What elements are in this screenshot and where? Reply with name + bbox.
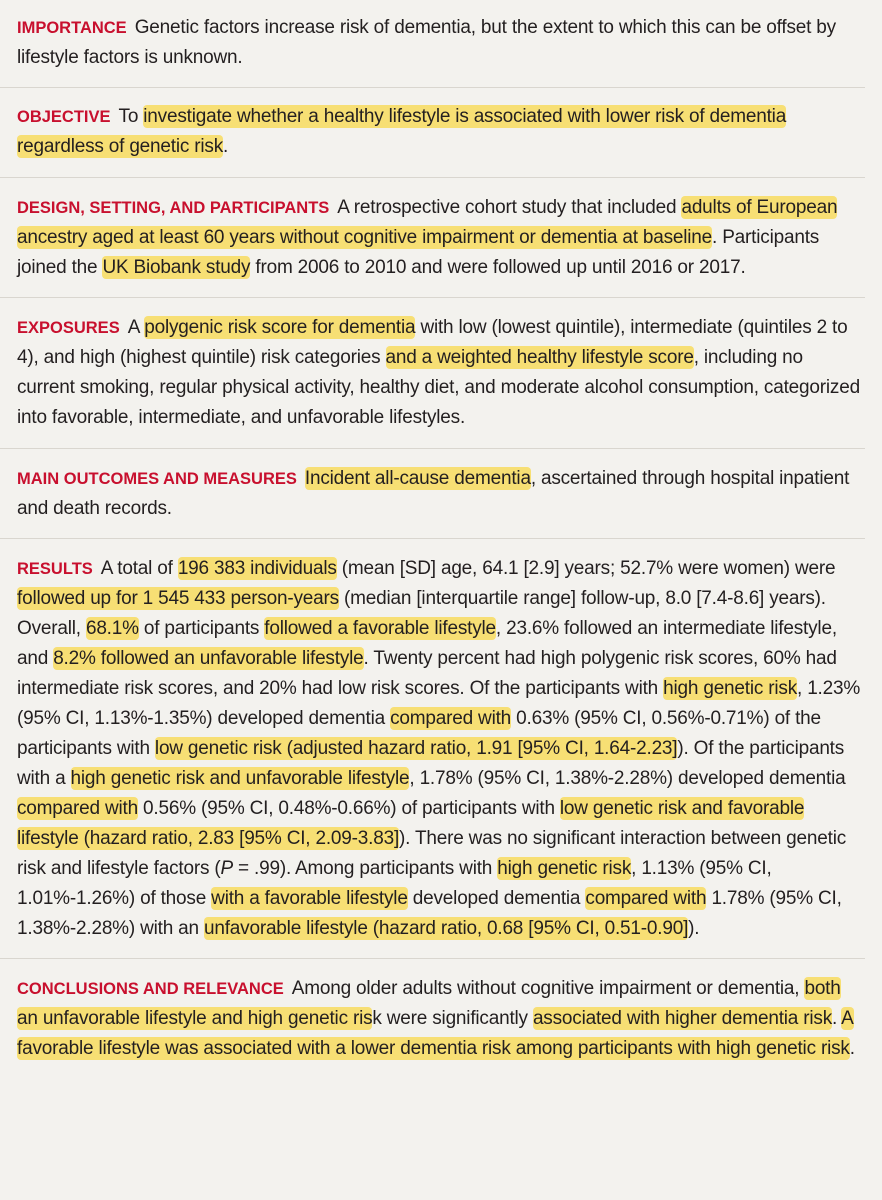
exposures-text: with low (lowest quintile), intermediate (quintiles 2 to 4), and high (highest quintile) risk categories bbox=[17, 317, 848, 368]
design-text: from 2006 to 2010 and were followed up until 2016 or 2017. bbox=[250, 257, 746, 278]
results-text: ). bbox=[688, 918, 700, 939]
exposures-text: , including no current smoking, regular physical activity, healthy diet, and moderate alcohol consumption, categorized into favorable, intermediate, and unfavorable lifestyles. bbox=[17, 347, 860, 428]
conclusions-text: . bbox=[849, 1038, 855, 1059]
results-text: (mean [SD] age, 64.1 [2.9] years; 52.7% were women) were bbox=[336, 558, 836, 579]
objective-text: To bbox=[118, 106, 144, 127]
objective-heading: OBJECTIVE bbox=[17, 108, 111, 126]
highlight: adults of European ancestry aged at least 60 years without cognitive impairment or dementia at baseline bbox=[17, 197, 838, 248]
highlight: compared with bbox=[390, 708, 512, 729]
highlight: investigate whether a healthy lifestyle is associated with lower risk of dementia regardless of genetic risk bbox=[17, 106, 787, 157]
conclusions-text: Among older adults without cognitive impairment or dementia, bbox=[291, 978, 805, 999]
importance-section bbox=[17, 0, 862, 87]
highlight: high genetic risk bbox=[497, 858, 632, 879]
highlight: 196 383 individuals bbox=[177, 558, 337, 579]
highlight: A favorable lifestyle was associated with a lower dementia risk among participants with high genetic risk bbox=[17, 1008, 854, 1059]
results-text: 1.78% (95% CI, 1.38%-2.28%) with an bbox=[17, 888, 842, 939]
highlight: polygenic risk score for dementia bbox=[144, 317, 416, 338]
results-text: , 23.6% followed an intermediate lifestyle, and bbox=[17, 618, 837, 669]
results-text: (median [interquartile range] follow-up, 8.0 [7.4-8.6] years). Overall, bbox=[17, 588, 826, 639]
results-text: developed dementia bbox=[407, 888, 586, 909]
highlight: high genetic risk bbox=[663, 678, 798, 699]
design-text: A retrospective cohort study that included bbox=[337, 197, 682, 218]
highlight: and a weighted healthy lifestyle score bbox=[385, 347, 694, 368]
results-text: = .99). Among participants with bbox=[232, 858, 498, 879]
highlight: with a favorable lifestyle bbox=[211, 888, 408, 909]
design-text: . Participants joined the bbox=[17, 227, 820, 278]
highlight: both an unfavorable lifestyle and high genetic ris bbox=[17, 978, 841, 1029]
results-text: ). There was no significant interaction between genetic risk and lifestyle factors ( bbox=[17, 828, 847, 879]
highlight: followed a favorable lifestyle bbox=[264, 618, 496, 639]
exposures-heading: EXPOSURES bbox=[17, 319, 120, 337]
highlight: unfavorable lifestyle (hazard ratio, 0.68 [95% CI, 0.51-0.90] bbox=[203, 918, 689, 939]
results-text: 0.63% (95% CI, 0.56%-0.71%) of the participants with bbox=[17, 708, 821, 759]
highlight: associated with higher dementia risk bbox=[532, 1008, 833, 1029]
highlight: high genetic risk and unfavorable lifestyle bbox=[70, 768, 410, 789]
results-text: 0.56% (95% CI, 0.48%-0.66%) of participants with bbox=[137, 798, 560, 819]
p-value-symbol: P bbox=[220, 858, 233, 879]
highlight: compared with bbox=[585, 888, 707, 909]
highlight: compared with bbox=[17, 798, 138, 819]
highlight: Incident all-cause dementia bbox=[304, 468, 531, 489]
results-text: , 1.13% (95% CI, 1.01%-1.26%) of those bbox=[17, 858, 772, 909]
design-heading: DESIGN, SETTING, AND PARTICIPANTS bbox=[17, 199, 330, 217]
objective-text: . bbox=[223, 136, 229, 157]
main-outcomes-heading: MAIN OUTCOMES AND MEASURES bbox=[17, 470, 297, 488]
results-text: of participants bbox=[138, 618, 265, 639]
highlight: followed up for 1 545 433 person-years bbox=[17, 588, 339, 609]
conclusions-heading: CONCLUSIONS AND RELEVANCE bbox=[17, 980, 284, 998]
exposures-text: A bbox=[127, 317, 145, 338]
results-text: ). Of the participants with a bbox=[17, 738, 845, 789]
highlight: UK Biobank study bbox=[102, 257, 251, 278]
conclusions-text: k were significantly bbox=[372, 1008, 533, 1029]
highlight: low genetic risk (adjusted hazard ratio, 1.91 [95% CI, 1.64-2.23] bbox=[154, 738, 678, 759]
design-section bbox=[17, 178, 862, 297]
results-heading: RESULTS bbox=[17, 560, 93, 578]
highlight: 8.2% followed an unfavorable lifestyle bbox=[53, 648, 364, 669]
importance-heading: IMPORTANCE bbox=[17, 19, 127, 37]
results-text: . Twenty percent had high polygenic risk scores, 60% had intermediate risk scores, and 20% had low risk scores. Of the participants with bbox=[17, 648, 837, 699]
importance-text: Genetic factors increase risk of dementia, but the extent to which this can be offset by lifestyle factors is unknown. bbox=[17, 17, 836, 68]
main-outcomes-section bbox=[17, 449, 862, 538]
conclusions-section bbox=[17, 959, 862, 1074]
exposures-section bbox=[17, 298, 862, 448]
results-text: , 1.78% (95% CI, 1.38%-2.28%) developed dementia bbox=[409, 768, 846, 789]
highlight: low genetic risk and favorable lifestyle (hazard ratio, 2.83 [95% CI, 2.09-3.83] bbox=[17, 798, 805, 849]
objective-section bbox=[17, 88, 862, 177]
results-text: A total of bbox=[100, 558, 178, 579]
results-section bbox=[17, 539, 862, 958]
highlight: 68.1% bbox=[85, 618, 139, 639]
results-text: , 1.23% (95% CI, 1.13%-1.35%) developed dementia bbox=[17, 678, 861, 729]
conclusions-text: . bbox=[832, 1008, 842, 1029]
main-outcomes-text: , ascertained through hospital inpatient and death records. bbox=[17, 468, 850, 519]
